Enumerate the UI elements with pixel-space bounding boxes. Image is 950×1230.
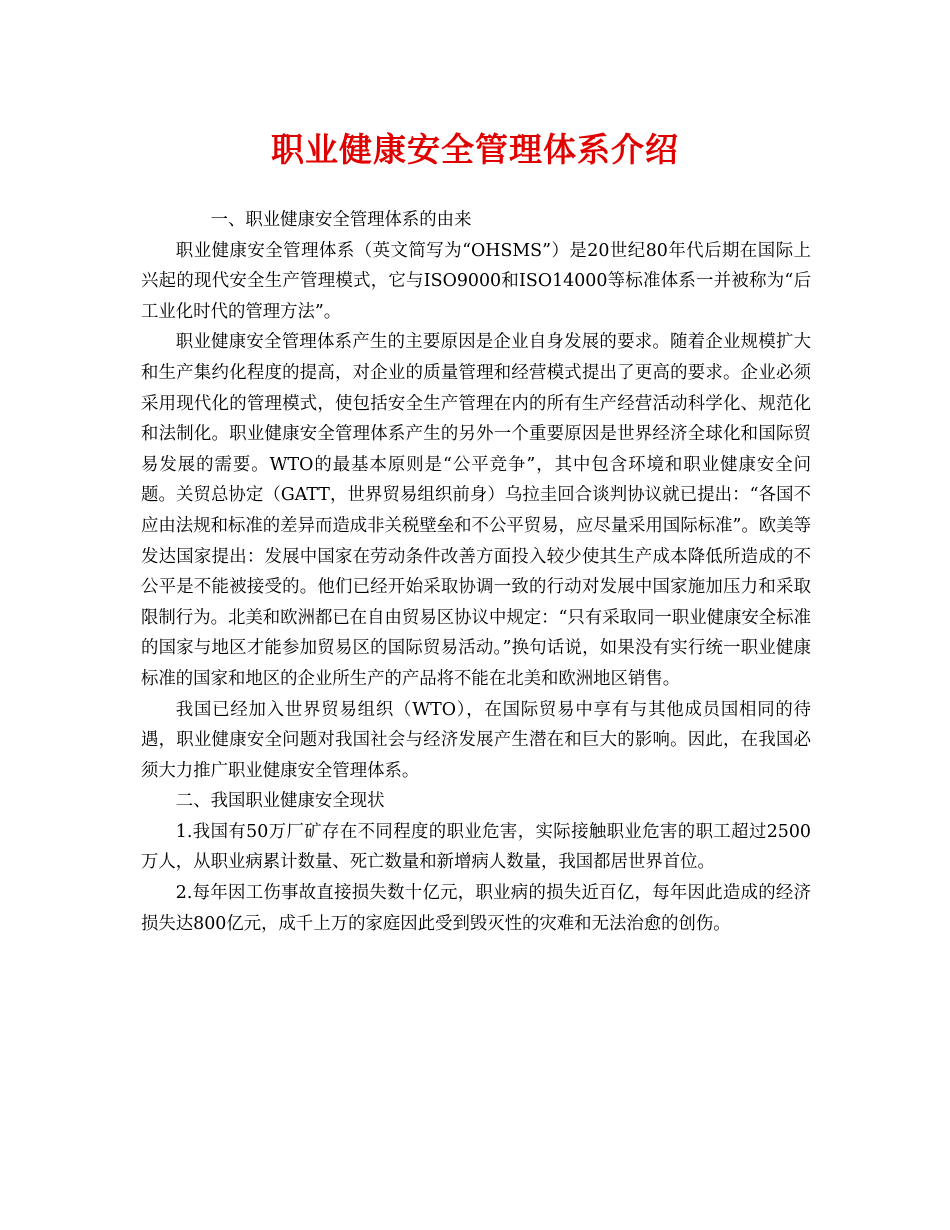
paragraph-reasons: 职业健康安全管理体系产生的主要原因是企业自身发展的要求。随着企业规模扩大和生产集约化程度的提高，对企业的质量管理和经营模式提出了更高的要求。企业必须采用现代化的管理模式，使包括安全生产管理在内的所有生产经营活动科学化、规范化和法制化。职业健康安全管理体系产生的另外一个重要原因是世界经济全球化和国际贸易发展的需要。WTO的最基本原则是“公平竞争”，其中包含环境和职业健康安全问题。关贸总协定（GATT，世界贸易组织前身）乌拉圭回合谈判协议就已提出：“各国不应由法规和标准的差异而造成非关税壁垒和不公平贸易，应尽量采用国际标准”。欧美等发达国家提出：发展中国家在劳动条件改善方面投入较少使其生产成本降低所造成的不公平是不能被接受的。他们已经开始采取协调一致的行动对发展中国家施加压力和采取限制行为。北美和欧洲都已在自由贸易区协议中规定：“只有采取同一职业健康安全标准的国家与地区才能参加贸易区的国际贸易活动。”换句话说，如果没有实行统一职业健康标准的国家和地区的企业所生产的产品将不能在北美和欧洲地区销售。 bbox=[141, 332, 811, 689]
section-heading-status: 二、我国职业健康安全现状 bbox=[175, 791, 385, 812]
section-heading-origin: 一、职业健康安全管理体系的由来 bbox=[210, 210, 472, 230]
paragraph-ohsms-definition: 职业健康安全管理体系（英文简写为“OHSMS”）是20世纪80年代后期在国际上兴起的现代安全生产管理模式，它与ISO9000和ISO14000等标准体系一并被称为“后工业化时代的管理方法”。 bbox=[141, 240, 811, 322]
paragraph-wto: 我国已经加入世界贸易组织（WTO），在国际贸易中享有与其他成员国相同的待遇，职业健康安全问题对我国社会与经济发展产生潜在和巨大的影响。因此，在我国必须大力推广职业健康安全管理体系。 bbox=[141, 699, 811, 781]
document-title: 职业健康安全管理体系介绍 bbox=[271, 130, 679, 169]
paragraph-item-1: 1.我国有50万厂矿存在不同程度的职业危害，实际接触职业危害的职工超过2500万人，从职业病累计数量、死亡数量和新增病人数量，我国都居世界首位。 bbox=[141, 821, 811, 873]
paragraph-item-2: 2.每年因工伤事故直接损失数十亿元，职业病的损失近百亿，每年因此造成的经济损失达800亿元，成千上万的家庭因此受到毁灭性的灾难和无法治愈的创伤。 bbox=[141, 883, 811, 934]
document-body bbox=[141, 205, 811, 939]
